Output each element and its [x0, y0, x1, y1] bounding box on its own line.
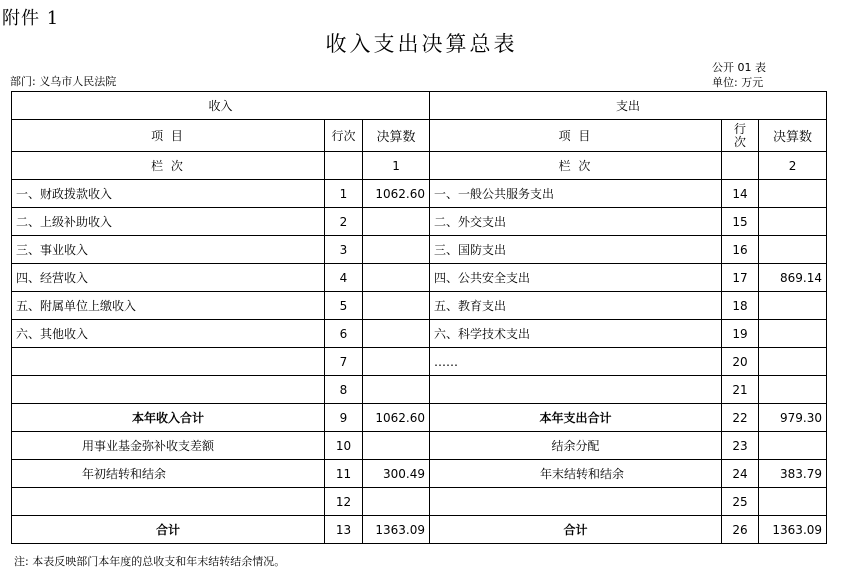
- expense-amount: [759, 236, 827, 264]
- income-item: 二、上级补助收入: [12, 208, 325, 236]
- income-year-total-label: 本年收入合计: [12, 404, 325, 432]
- table-row: [12, 292, 827, 320]
- expense-amount: [759, 208, 827, 236]
- income-line-no: 9: [325, 404, 363, 432]
- income-grand-total-amount: 1363.09: [363, 516, 430, 544]
- income-column-label: 栏 次: [12, 152, 325, 180]
- expense-line-no: 25: [722, 488, 759, 516]
- column-header-row: [12, 120, 827, 152]
- income-year-total-amount: 1062.60: [363, 404, 430, 432]
- expense-grand-total-label: 合计: [430, 516, 722, 544]
- income-line-header: 行次: [325, 120, 363, 152]
- expense-line-no: 20: [722, 348, 759, 376]
- page-title: 收入支出决算总表: [325, 32, 518, 56]
- expense-line-no: 19: [722, 320, 759, 348]
- income-amount: [363, 320, 430, 348]
- income-column-number: 1: [363, 152, 430, 180]
- income-amount: [363, 376, 430, 404]
- expense-item: 一、一般公共服务支出: [430, 180, 722, 208]
- expense-item: [430, 488, 722, 516]
- income-line-no: 13: [325, 516, 363, 544]
- unit-label: 单位: 万元: [712, 76, 764, 89]
- year-total-row: [12, 404, 827, 432]
- income-amount: [363, 348, 430, 376]
- expense-amount: [759, 180, 827, 208]
- expense-item: 六、科学技术支出: [430, 320, 722, 348]
- income-item: [12, 376, 325, 404]
- income-line-no: 7: [325, 348, 363, 376]
- expense-line-no: 17: [722, 264, 759, 292]
- income-item: 四、经营收入: [12, 264, 325, 292]
- income-amount: 300.49: [363, 460, 430, 488]
- income-section-header: 收入: [12, 92, 430, 120]
- expense-year-total-label: 本年支出合计: [430, 404, 722, 432]
- income-amount: [363, 292, 430, 320]
- expense-line-no: 22: [722, 404, 759, 432]
- income-line-no: 11: [325, 460, 363, 488]
- attachment-label: 附件 1: [2, 8, 60, 29]
- table-row: [12, 488, 827, 516]
- income-amount: 1062.60: [363, 180, 430, 208]
- income-item-header: 项 目: [12, 120, 325, 152]
- expense-amount: [759, 488, 827, 516]
- expense-item: 二、外交支出: [430, 208, 722, 236]
- expense-line-no: 15: [722, 208, 759, 236]
- expense-amount-header: 决算数: [759, 120, 827, 152]
- expense-line-no: 14: [722, 180, 759, 208]
- expense-line-no: 18: [722, 292, 759, 320]
- empty-cell: [325, 152, 363, 180]
- income-line-no: 8: [325, 376, 363, 404]
- department-label: 部门: 义乌市人民法院: [10, 75, 117, 88]
- table-row: [12, 264, 827, 292]
- income-item: [12, 488, 325, 516]
- table-row: [12, 376, 827, 404]
- income-amount: [363, 208, 430, 236]
- table-row: [12, 236, 827, 264]
- income-item: [12, 348, 325, 376]
- expense-line-header: 行次: [722, 120, 759, 152]
- grand-total-row: [12, 516, 827, 544]
- table-row: [12, 180, 827, 208]
- expense-grand-total-amount: 1363.09: [759, 516, 827, 544]
- expense-year-total-amount: 979.30: [759, 404, 827, 432]
- expense-item: 四、公共安全支出: [430, 264, 722, 292]
- form-number: 公开 01 表: [712, 61, 766, 74]
- income-line-no: 6: [325, 320, 363, 348]
- income-grand-total-label: 合计: [12, 516, 325, 544]
- income-amount: [363, 488, 430, 516]
- expense-item: 五、教育支出: [430, 292, 722, 320]
- expense-amount: [759, 432, 827, 460]
- income-item: 年初结转和结余: [12, 460, 325, 488]
- income-line-no: 3: [325, 236, 363, 264]
- expense-amount: [759, 348, 827, 376]
- table-row: [12, 348, 827, 376]
- income-line-no: 12: [325, 488, 363, 516]
- expense-line-no: 23: [722, 432, 759, 460]
- income-line-no: 10: [325, 432, 363, 460]
- expense-line-no: 21: [722, 376, 759, 404]
- expense-line-no: 26: [722, 516, 759, 544]
- expense-amount: 383.79: [759, 460, 827, 488]
- table-row: [12, 460, 827, 488]
- expense-column-number: 2: [759, 152, 827, 180]
- expense-item: ……: [430, 348, 722, 376]
- expense-column-label: 栏 次: [430, 152, 722, 180]
- expense-line-no: 16: [722, 236, 759, 264]
- income-line-no: 1: [325, 180, 363, 208]
- income-line-no: 4: [325, 264, 363, 292]
- income-item: 用事业基金弥补收支差额: [12, 432, 325, 460]
- section-header-row: [12, 92, 827, 120]
- expense-line-no: 24: [722, 460, 759, 488]
- table-row: [12, 432, 827, 460]
- expense-amount: [759, 376, 827, 404]
- budget-summary-table: [11, 91, 827, 544]
- expense-section-header: 支出: [430, 92, 827, 120]
- expense-item-header: 项 目: [430, 120, 722, 152]
- income-amount: [363, 264, 430, 292]
- expense-amount: [759, 292, 827, 320]
- table-row: [12, 208, 827, 236]
- footnote: 注: 本表反映部门本年度的总收支和年末结转结余情况。: [14, 555, 286, 568]
- expense-item: [430, 376, 722, 404]
- income-item: 六、其他收入: [12, 320, 325, 348]
- income-item: 一、财政拨款收入: [12, 180, 325, 208]
- expense-amount: [759, 320, 827, 348]
- income-item: 五、附属单位上缴收入: [12, 292, 325, 320]
- table-row: [12, 320, 827, 348]
- empty-cell: [722, 152, 759, 180]
- income-line-no: 2: [325, 208, 363, 236]
- income-amount: [363, 432, 430, 460]
- expense-amount: 869.14: [759, 264, 827, 292]
- expense-item: 结余分配: [430, 432, 722, 460]
- income-amount-header: 决算数: [363, 120, 430, 152]
- column-number-row: [12, 152, 827, 180]
- expense-item: 三、国防支出: [430, 236, 722, 264]
- income-line-no: 5: [325, 292, 363, 320]
- income-amount: [363, 236, 430, 264]
- expense-item: 年末结转和结余: [430, 460, 722, 488]
- income-item: 三、事业收入: [12, 236, 325, 264]
